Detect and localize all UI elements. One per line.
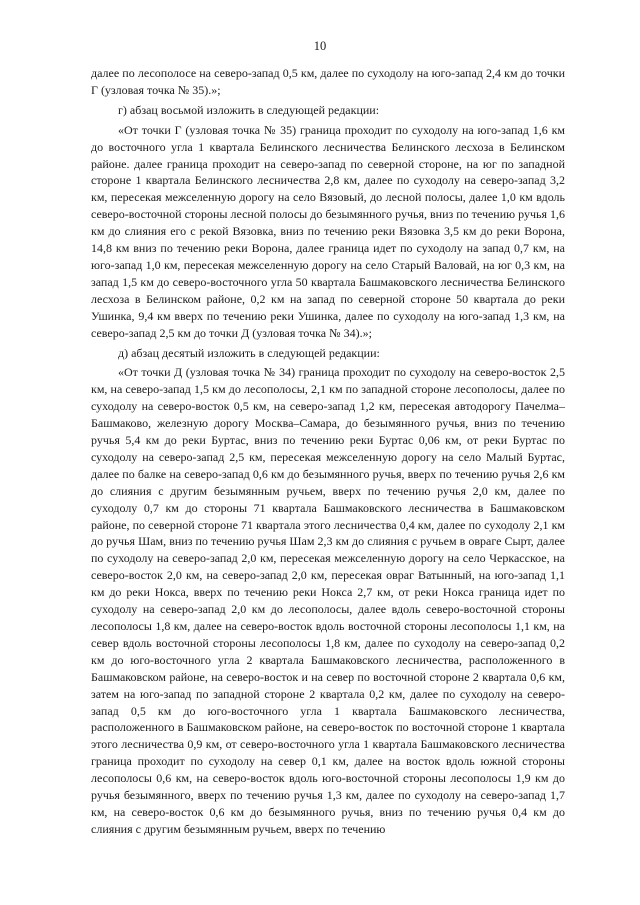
paragraph-continuation: далее по лесополосе на северо-запад 0,5 км, далее по суходолу на юго-запад 2,4 км до точки Г (узловая точка № 35).»; [91,66,565,97]
document-body [91,65,565,841]
page-number: 10 [313,39,327,53]
paragraph-amendment-g-text: «От точки Г (узловая точка № 35) граница проходит по суходолу на юго-запад 1,6 км до восточного угла 1 квартала Белинского лесничества Белинского лесхоза в Белинском районе. далее граница проходит на северо-запад по северной стороне, на юг по западной стороне 1 квартала Белинского лесничества 2,8 км, далее по суходолу на северо-запад 3,2 км, пересекая межселенную дорогу на село Вязовый, до лесной полосы, далее 1,0 км вдоль северо-восточной стороны лесной полосы до безымянного ручья, вниз по течению ручья 1,6 км до слияния его с рекой Вязовка, вниз по течению реки Вязовка 3,5 км до реки Ворона, 14,8 км вниз по течению реки Ворона, далее граница идет по суходолу на запад 0,7 км, на юго-запад 1,0 км, пересекая межселенную дорогу на село Старый Валовай, на юг 0,3 км, на запад 1,5 км до северо-восточного угла 50 квартала Башмаковского лесничества Белинского лесхоза в Белинском районе, 0,2 км на запад по северной стороне 50 квартала до реки Ушинка, 9,4 км вверх по течению реки Ушинка, далее по суходолу на юго-запад 1,3 км, на северо-запад 2,5 км до точки Д (узловая точка № 34).»; [91,122,565,340]
paragraph-amendment-g-heading: г) абзац восьмой изложить в следующей редакции: [118,102,380,117]
paragraph-amendment-d-text: «От точки Д (узловая точка № 34) граница проходит по суходолу на северо-восток 2,5 км, на северо-запад 1,5 км до лесополосы, 2,1 км по западной стороне лесополосы, далее по суходолу на северо-восток 0,5 км, на северо-запад 1,2 км, пересекая автодорогу Пачелма–Башмаково, железную дорогу Москва–Самара, до безымянного ручья, вниз по течению ручья 5,4 км до реки Буртас, вниз по течению реки Буртас 0,06 км, от реки Буртас по суходолу на северо-запад 2,5 км, пересекая межселенную дорогу на село Малый Буртас, далее по балке на северо-запад 0,6 км до безымянного ручья, вверх по течению ручья 2,6 км до слияния с другим безымянным ручьем, вверх по течению ручья 2,0 км, далее по суходолу 0,7 км до стороны 71 квартала Башмаковского лесничества в Башмаковском районе, по северной стороне 71 квартала этого лесничества 0,4 км, далее по суходолу 2,1 км до ручья Шам, вниз по течению ручья Шам 2,3 км до слияния с ручьем в овраге Сырт, далее по суходолу на северо-запад 2,0 км, пересекая межселенную дорогу на село Черкасское, на северо-восток 2,0 км, на северо-запад 2,0 км, пересекая овраг Ватынный, на юго-запад 1,1 км до реки Нокса, вверх по течению реки Нокса 2,7 км, от реки Нокса граница идет по суходолу на северо-запад 2,0 км до лесополосы, далее вдоль северо-восточной стороны лесополосы 1,8 км, далее на северо-восток вдоль восточной стороны лесополосы 1,1 км, на север вдоль восточной стороны лесополосы 1,8 км, далее по суходолу на северо-запад 0,2 км до юго-восточного угла 2 квартала Башмаковского лесничества, расположенного в Башмаковском районе, на северо-восток и на север по восточной стороне 2 квартала 0,6 км, затем на юго-запад по западной стороне 2 квартала 0,2 км, далее по суходолу на северо-запад 0,5 км до юго-восточного угла 1 квартала Башмаковского лесничества, расположенного в Башмаковском районе, на северо-восток по восточной стороне 1 квартала этого лесничества 0,9 км, от северо-восточного угла 1 квартала Башмаковского лесничества граница проходит по суходолу на север 0,1 км, далее на восток вдоль южной стороны лесополосы 0,6 км, на северо-восток вдоль юго-восточной стороны лесополосы 1,9 км до ручья безымянного, вверх по течению ручья 1,3 км, далее по суходолу на северо-запад 1,7 км, на северо-восток 0,6 км до безымянного ручья, вниз по течению ручья 0,4 км до слияния с другим безымянным ручьем, вверх по течению [91,365,565,836]
paragraph-amendment-d-heading: д) абзац десятый изложить в следующей редакции: [118,345,380,360]
